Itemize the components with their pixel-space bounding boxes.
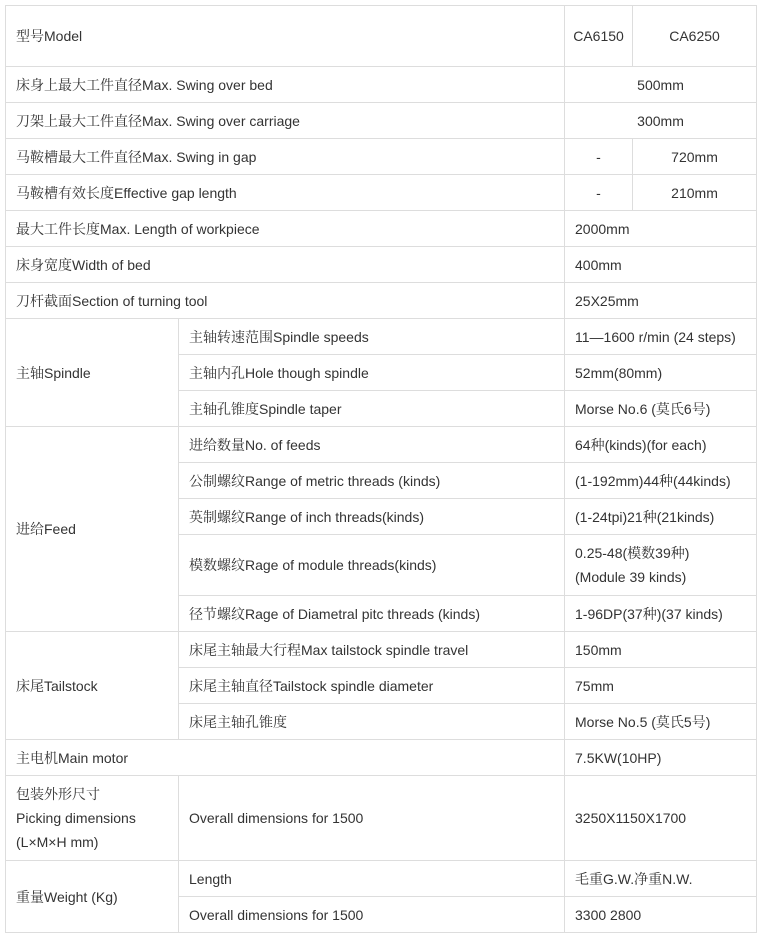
row-value-a: - (565, 139, 633, 175)
row-label: 模数螺纹Rage of module threads(kinds) (179, 535, 565, 596)
row-label: 刀架上最大工件直径Max. Swing over carriage (6, 103, 565, 139)
model-a: CA6150 (565, 6, 633, 67)
row-value-a: - (565, 175, 633, 211)
table-row (6, 139, 757, 175)
row-value: 3300 2800 (565, 897, 757, 933)
row-value: 2000mm (565, 211, 757, 247)
table-row-model (6, 6, 757, 67)
row-label: 英制螺纹Range of inch threads(kinds) (179, 499, 565, 535)
table-row (6, 67, 757, 103)
table-row (6, 632, 757, 668)
row-value: 3250X1150X1700 (565, 776, 757, 861)
row-value: 500mm (565, 67, 757, 103)
row-value: 25X25mm (565, 283, 757, 319)
row-value-b: 720mm (633, 139, 757, 175)
row-label: 床尾主轴孔锥度 (179, 704, 565, 740)
row-value-b: 210mm (633, 175, 757, 211)
row-value: 150mm (565, 632, 757, 668)
row-label: 主轴转速范围Spindle speeds (179, 319, 565, 355)
table-row (6, 283, 757, 319)
row-label: 床身上最大工件直径Max. Swing over bed (6, 67, 565, 103)
row-value: 毛重G.W.净重N.W. (565, 861, 757, 897)
group-label-packing (6, 776, 179, 861)
group-label-spindle: 主轴Spindle (6, 319, 179, 427)
table-row (6, 319, 757, 355)
packing-line: (L×M×H mm) (16, 834, 99, 850)
row-label: 最大工件长度Max. Length of workpiece (6, 211, 565, 247)
packing-line: Picking dimensions (16, 810, 136, 826)
row-label: 床身宽度Width of bed (6, 247, 565, 283)
table-row (6, 427, 757, 463)
row-label: Overall dimensions for 1500 (179, 776, 565, 861)
row-value: 11—1600 r/min (24 steps) (565, 319, 757, 355)
model-b: CA6250 (633, 6, 757, 67)
row-value: Morse No.6 (莫氏6号) (565, 391, 757, 427)
row-value-line: 0.25-48(模数39种) (575, 545, 690, 561)
table-row (6, 776, 757, 861)
row-value-module (565, 535, 757, 596)
row-value: 75mm (565, 668, 757, 704)
model-label: 型号Model (6, 6, 565, 67)
row-label: 径节螺纹Rage of Diametral pitc threads (kinds) (179, 596, 565, 632)
row-value: 400mm (565, 247, 757, 283)
row-label: 主轴孔锥度Spindle taper (179, 391, 565, 427)
row-label: Length (179, 861, 565, 897)
row-value: 1-96DP(37种)(37 kinds) (565, 596, 757, 632)
row-value: 7.5KW(10HP) (565, 740, 757, 776)
row-value: 300mm (565, 103, 757, 139)
row-label: 公制螺纹Range of metric threads (kinds) (179, 463, 565, 499)
table-row (6, 861, 757, 897)
row-value: (1-192mm)44种(44kinds) (565, 463, 757, 499)
row-value: (1-24tpi)21种(21kinds) (565, 499, 757, 535)
table-row (6, 103, 757, 139)
spec-table (5, 5, 757, 933)
row-value: 64种(kinds)(for each) (565, 427, 757, 463)
group-label-weight: 重量Weight (Kg) (6, 861, 179, 933)
row-label: 主电机Main motor (6, 740, 565, 776)
table-row (6, 247, 757, 283)
row-label: 进给数量No. of feeds (179, 427, 565, 463)
row-label: 床尾主轴直径Tailstock spindle diameter (179, 668, 565, 704)
row-value: Morse No.5 (莫氏5号) (565, 704, 757, 740)
table-row (6, 740, 757, 776)
table-row (6, 211, 757, 247)
row-label: Overall dimensions for 1500 (179, 897, 565, 933)
row-value-line: (Module 39 kinds) (575, 569, 687, 585)
row-value: 52mm(80mm) (565, 355, 757, 391)
row-label: 马鞍槽有效长度Effective gap length (6, 175, 565, 211)
row-label: 主轴内孔Hole though spindle (179, 355, 565, 391)
group-label-feed: 进给Feed (6, 427, 179, 632)
row-label: 刀杆截面Section of turning tool (6, 283, 565, 319)
group-label-tailstock: 床尾Tailstock (6, 632, 179, 740)
row-label: 马鞍槽最大工件直径Max. Swing in gap (6, 139, 565, 175)
packing-line: 包装外形尺寸 (16, 786, 100, 802)
table-row (6, 175, 757, 211)
row-label: 床尾主轴最大行程Max tailstock spindle travel (179, 632, 565, 668)
